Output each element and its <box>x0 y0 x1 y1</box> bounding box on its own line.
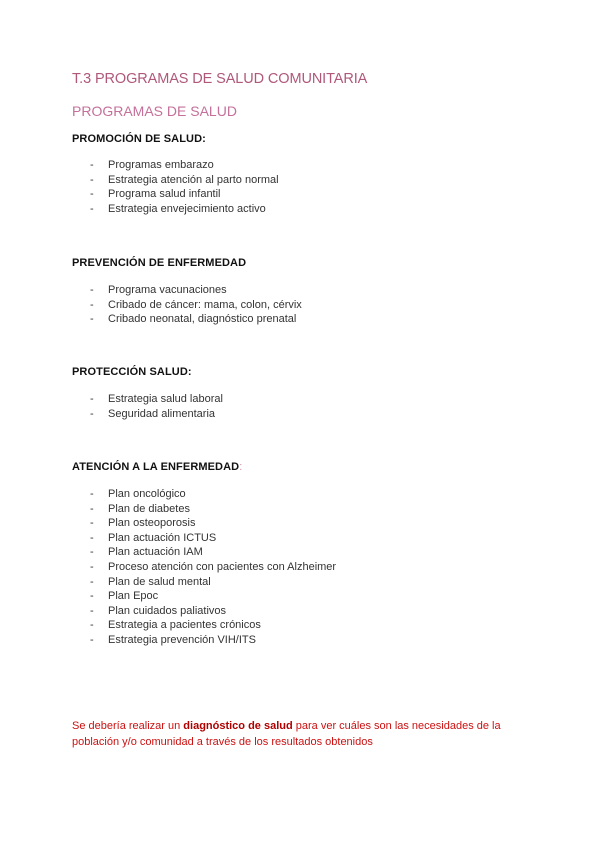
section-heading-text: ATENCIÓN A LA ENFERMEDAD <box>72 461 240 473</box>
section-heading-prevencion <box>72 257 246 269</box>
bullet-dash: - <box>90 159 94 171</box>
note-text-before: Se debería realizar un <box>72 720 184 732</box>
list-item-text: Plan osteoporosis <box>108 517 196 530</box>
list-item-text: Plan actuación IAM <box>108 546 203 559</box>
section-heading-suffix: : <box>239 461 243 473</box>
list-item-text: Estrategia salud laboral <box>108 393 223 405</box>
list-item <box>90 589 336 604</box>
section-heading-proteccion <box>72 366 192 378</box>
bullet-dash: - <box>90 173 94 186</box>
section-heading-text: PROTECCIÓN SALUD <box>72 366 188 378</box>
bullet-dash: - <box>90 633 94 646</box>
list-item <box>90 560 336 575</box>
bullet-dash: - <box>90 488 94 500</box>
list-item <box>90 283 302 298</box>
list-item <box>90 604 336 619</box>
list-item-text: Cribado neonatal, diagnóstico prenatal <box>108 313 297 326</box>
bullet-dash: - <box>90 202 94 215</box>
list-item-text: Programa salud infantil <box>108 188 221 201</box>
bullet-dash: - <box>90 502 94 515</box>
list-item <box>90 487 336 502</box>
list-item <box>90 531 336 546</box>
bullet-dash: - <box>90 546 94 559</box>
list-item-text: Plan de diabetes <box>108 502 190 515</box>
list-item <box>90 202 279 217</box>
closing-note <box>72 718 522 750</box>
list-item <box>90 298 302 313</box>
section-heading-text: PROMOCIÓN DE SALUD <box>72 133 203 145</box>
section-list-promocion <box>90 158 279 216</box>
bullet-dash: - <box>90 313 94 326</box>
section-heading-promocion <box>72 133 206 145</box>
list-item-text: Plan de salud mental <box>108 575 211 588</box>
list-item-text: Programas embarazo <box>108 159 214 171</box>
list-item-text: Plan actuación ICTUS <box>108 531 217 544</box>
list-item-text: Plan cuidados paliativos <box>108 604 227 617</box>
bullet-dash: - <box>90 590 94 603</box>
bullet-dash: - <box>90 407 94 420</box>
list-item <box>90 407 223 422</box>
section-heading-suffix: : <box>202 133 206 145</box>
bullet-dash: - <box>90 517 94 530</box>
list-item <box>90 312 302 327</box>
list-item-text: Estrategia prevención VIH/ITS <box>108 633 256 646</box>
note-text-bold: diagnóstico de salud <box>183 720 293 732</box>
document-title: T.3 PROGRAMAS DE SALUD COMUNITARIA <box>72 71 368 87</box>
note-text-after: para ver cuáles son las necesidades de la población y/o comunidad a través de los resultados obtenidos <box>72 720 501 748</box>
list-item-text: Proceso atención con pacientes con Alzheimer <box>108 560 337 573</box>
section-list-proteccion <box>90 392 223 421</box>
section-list-prevencion <box>90 283 302 327</box>
section-heading-text: PREVENCIÓN DE ENFERMEDAD <box>72 257 247 269</box>
bullet-dash: - <box>90 604 94 617</box>
list-item-text: Plan oncológico <box>108 488 186 500</box>
bullet-dash: - <box>90 575 94 588</box>
list-item <box>90 618 336 633</box>
list-item-text: Plan Epoc <box>108 590 159 603</box>
list-item-text: Programa vacunaciones <box>108 284 227 296</box>
list-item <box>90 158 279 173</box>
document-subtitle: PROGRAMAS DE SALUD <box>72 103 237 119</box>
list-item <box>90 633 336 648</box>
list-item-text: Estrategia envejecimiento activo <box>108 202 266 215</box>
bullet-dash: - <box>90 560 94 573</box>
list-item <box>90 173 279 188</box>
bullet-dash: - <box>90 188 94 201</box>
list-item <box>90 575 336 590</box>
bullet-dash: - <box>90 284 94 296</box>
list-item <box>90 187 279 202</box>
list-item-text: Seguridad alimentaria <box>108 407 216 420</box>
bullet-dash: - <box>90 531 94 544</box>
section-heading-suffix: : <box>187 366 192 378</box>
list-item-text: Estrategia atención al parto normal <box>108 173 279 186</box>
section-list-atencion <box>90 487 336 648</box>
list-item-text: Estrategia a pacientes crónicos <box>108 619 261 632</box>
list-item <box>90 392 223 407</box>
bullet-dash: - <box>90 393 94 405</box>
section-heading-atencion <box>72 461 242 473</box>
list-item-text: Cribado de cáncer: mama, colon, cérvix <box>108 298 302 311</box>
list-item <box>90 545 336 560</box>
bullet-dash: - <box>90 619 94 632</box>
bullet-dash: - <box>90 298 94 311</box>
list-item <box>90 502 336 517</box>
list-item <box>90 516 336 531</box>
